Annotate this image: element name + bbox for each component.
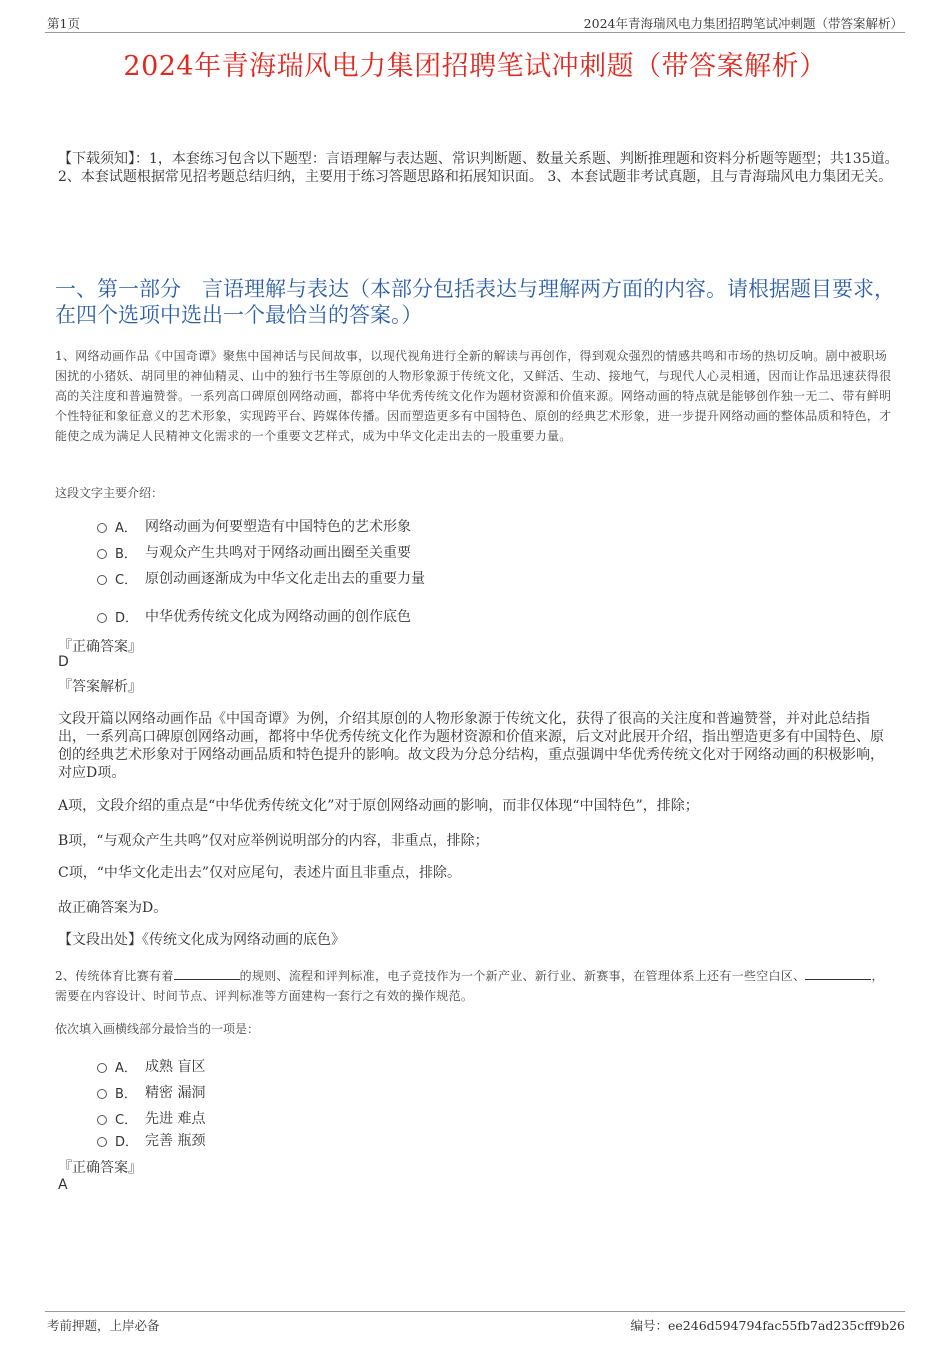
analysis-option-a: A项，文段介绍的重点是“中华优秀传统文化”对于原创网络动画的影响，而非仅体现“中国特色”，排除； [58, 798, 699, 814]
question-2-option-d[interactable] [97, 1130, 205, 1150]
correct-answer: A [58, 1177, 68, 1193]
question-2-text-part: 的规则、流程和评判标准，电子竞技作为一个新产业、新行业、新赛事，在管理体系上还有一些空白区、 [239, 969, 806, 983]
page-number: 第1页 [47, 16, 80, 31]
footer-divider [45, 1311, 905, 1312]
question-1-prompt: 这段文字主要介绍： [55, 486, 164, 500]
radio-button[interactable] [97, 523, 107, 533]
radio-button[interactable] [97, 1063, 107, 1073]
question-2-option-c[interactable] [97, 1108, 205, 1128]
question-2-text-part: 2、传统体育比赛有着 [55, 969, 174, 983]
option-letter: B． [115, 1086, 137, 1102]
option-letter: C． [115, 1112, 138, 1128]
fill-blank [805, 967, 871, 980]
option-text: 精密 漏洞 [145, 1085, 206, 1101]
question-1-option-d[interactable] [97, 606, 411, 626]
radio-button[interactable] [97, 1137, 107, 1147]
question-2-option-b[interactable] [97, 1082, 205, 1102]
radio-button[interactable] [97, 613, 107, 623]
option-text: 原创动画逐渐成为中华文化走出去的重要力量 [145, 571, 425, 587]
option-text: 先进 难点 [145, 1111, 206, 1127]
correct-answer-label: 『正确答案』 [58, 639, 142, 655]
analysis-text: 文段开篇以网络动画作品《中国奇谭》为例，介绍其原创的人物形象源于传统文化，获得了很高的关注度和普遍赞誉，并对此总结指出，一系列高口碑原创网络动画，都将中华优秀传统文化作为题材资源和价值来源，后文对此展开介绍，指出塑造更多有中国特色、原创的经典艺术形象对于网络动画品质和特色提升的影响。故文段为分总分结构，重点强调中华优秀传统文化对于网络动画的积极影响，对应D项。 [58, 711, 884, 781]
question-2-text [55, 966, 895, 1006]
question-2-prompt: 依次填入画横线部分最恰当的一项是： [55, 1022, 260, 1036]
passage-source: 【文段出处】《传统文化成为网络动画的底色》 [58, 932, 345, 948]
radio-button[interactable] [97, 1089, 107, 1099]
option-text: 完善 瓶颈 [145, 1133, 206, 1149]
option-letter: C． [115, 572, 138, 588]
footer-slogan: 考前押题，上岸必备 [47, 1318, 160, 1333]
question-1-option-a[interactable] [97, 516, 411, 536]
radio-button[interactable] [97, 549, 107, 559]
radio-button[interactable] [97, 1115, 107, 1125]
correct-answer-label: 『正确答案』 [58, 1160, 142, 1176]
correct-answer: D [58, 654, 69, 670]
option-text: 成熟 盲区 [145, 1059, 206, 1075]
option-text: 与观众产生共鸣对于网络动画出圈至关重要 [145, 545, 411, 561]
analysis-conclusion: 故正确答案为D。 [58, 900, 168, 916]
download-notice: 【下载须知】：1，本套练习包含以下题型：言语理解与表达题、常识判断题、数量关系题、判断推理题和资料分析题等题型；共135道。 2、本套试题根据常见招考题总结归纳，主要用于练习答题思路和拓展知识面。 3、本套试题非考试真题，且与青海瑞风电力集团无关。 [58, 151, 899, 185]
header-divider [45, 32, 905, 33]
footer-serial-number: 编号：ee246d594794fac55fb7ad235cff9b26 [630, 1318, 905, 1333]
analysis-option-c: C项，“中华文化走出去”仅对应尾句，表述片面且非重点，排除。 [58, 865, 462, 881]
radio-button[interactable] [97, 575, 107, 585]
section-heading: 一、第一部分 言语理解与表达（本部分包括表达与理解两方面的内容。请根据题目要求，在四个选项中选出一个最恰当的答案。） [55, 277, 895, 327]
option-text: 网络动画为何要塑造有中国特色的艺术形象 [145, 519, 411, 535]
fill-blank [174, 967, 240, 980]
question-1-option-b[interactable] [97, 542, 411, 562]
option-letter: D． [115, 1134, 139, 1150]
question-1-option-c[interactable] [97, 568, 425, 588]
option-letter: D． [115, 610, 139, 626]
question-1-text: 1、网络动画作品《中国奇谭》聚焦中国神话与民间故事，以现代视角进行全新的解读与再创作，得到观众强烈的情感共鸣和市场的热切反响。剧中被职场困扰的小猪妖、胡同里的神仙精灵、山中的独行书生等原创的人物形象源于传统文化，又鲜活、生动、接地气，与现代人心灵相通，因而让作品迅速获得很高的关注度和普遍赞誉。一系列高口碑原创网络动画，都将中华优秀传统文化作为题材资源和价值来源。网络动画的特点就是能够创作独一无二、带有鲜明个性特征和象征意义的艺术形象，实现跨平台、跨媒体传播。因而塑造更多有中国特色、原创的经典艺术形象，进一步提升网络动画的整体品质和特色，才能使之成为满足人民精神文化需求的一个重要文艺样式，成为中华文化走出去的一股重要力量。 [55, 349, 892, 443]
option-text: 中华优秀传统文化成为网络动画的创作底色 [145, 609, 411, 625]
option-letter: B． [115, 546, 137, 562]
header-doc-title: 2024年青海瑞风电力集团招聘笔试冲刺题（带答案解析） [583, 16, 903, 31]
analysis-label: 『答案解析』 [58, 679, 142, 695]
analysis-option-b: B项，“与观众产生共鸣”仅对应举例说明部分的内容，非重点，排除； [58, 833, 489, 849]
document-title: 2024年青海瑞风电力集团招聘笔试冲刺题（带答案解析） [123, 51, 827, 82]
question-2-option-a[interactable] [97, 1056, 205, 1076]
option-letter: A． [115, 520, 137, 536]
option-letter: A． [115, 1060, 137, 1076]
question-2-text-part: ，需要在内容设计、时间节点、评判标准等方面建构一套行之有效的操作规范。 [55, 969, 884, 1003]
